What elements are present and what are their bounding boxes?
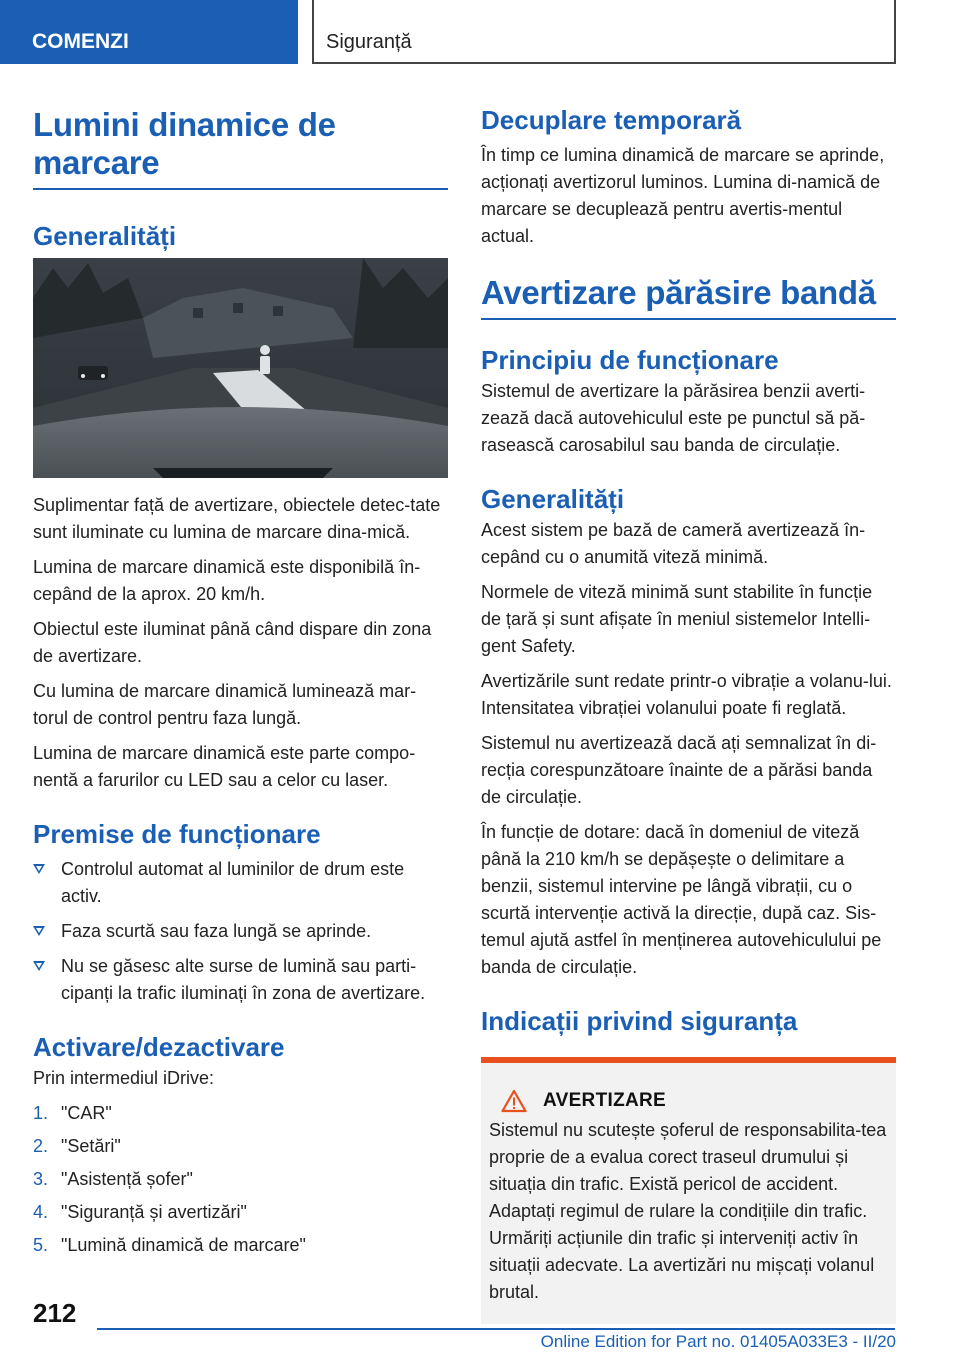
list-item: Controlul automat al luminilor de drum este activ. — [33, 856, 448, 910]
page-title: Lumini dinamice de marcare — [33, 106, 336, 181]
general-right-paragraph-2: Normele de viteză minimă sunt stabilite în funcție de țară și sunt afișate în meniul sistemelor Intelli-gent Safety. — [481, 582, 873, 656]
general-heading: Generalități — [33, 221, 177, 251]
section-tab[interactable] — [0, 0, 298, 64]
general-heading-right: Generalități — [481, 484, 625, 514]
triangle-bullet-icon — [33, 961, 45, 971]
general-right-paragraph-1: Acest sistem pe bază de cameră avertizează în-cepând cu o anumită viteză minimă. — [481, 520, 866, 567]
premise-list — [33, 856, 448, 1007]
premise-heading: Premise de funcționare — [33, 819, 321, 849]
decouple-paragraph: În timp ce lumina dinamică de marcare se aprinde, acționați avertizorul luminos. Lumina di-namică de marcare se decuplează pentru avertis-mentul actual. — [481, 145, 885, 246]
chapter-label: Siguranță — [326, 31, 412, 53]
night-road-illustration — [33, 258, 448, 478]
warning-text: Sistemul nu scutește șoferul de responsabilita-tea proprie de a evalua corect traseul drumului și situația din trafic. Există pericol de accident. Adaptați regimul de rulare la condițiile din trafic. Urmăriți acțiunile din trafic și interveniți activ în situații adecvate. La avertizări nu mișcați volanul brutal. — [489, 1120, 887, 1302]
footer-divider — [97, 1328, 895, 1330]
general-right-paragraph-3: Avertizările sunt redate printr-o vibrație a volanu-lui. Intensitatea vibrației volanului poate fi reglată. — [481, 671, 892, 718]
list-item: Faza scurtă sau faza lungă se aprinde. — [33, 918, 448, 945]
edition-link[interactable]: Online Edition for Part no. 01405A033E3 - II/20 — [540, 1332, 896, 1351]
triangle-bullet-icon — [33, 864, 45, 874]
general-paragraph-5: Lumina de marcare dinamică este parte compo-nentă a farurilor cu LED sau a celor cu laser. — [33, 743, 416, 790]
safety-heading: Indicații privind siguranța — [481, 1006, 798, 1036]
triangle-bullet-icon — [33, 926, 45, 936]
warning-title: AVERTIZARE — [543, 1090, 666, 1111]
list-item: 5. "Lumină dinamică de marcare" — [33, 1235, 306, 1255]
principle-heading: Principiu de funcționare — [481, 345, 779, 375]
warning-triangle-icon — [501, 1089, 527, 1113]
activation-heading: Activare/dezactivare — [33, 1032, 285, 1062]
general-paragraph-2: Lumina de marcare dinamică este disponibilă în-cepând de la aprox. 20 km/h. — [33, 557, 421, 604]
principle-paragraph: Sistemul de avertizare la părăsirea benzii averti-zează dacă autovehiculul este pe punctul să pă-rasească carosabilul sau banda de circulație. — [481, 381, 866, 455]
general-paragraph-4: Cu lumina de marcare dinamică luminează mar-torul de control pentru faza lungă. — [33, 681, 417, 728]
list-item: Nu se găsesc alte surse de lumină sau parti-cipanți la trafic iluminați în zona de avertizare. — [33, 953, 448, 1007]
warning-box — [481, 1057, 896, 1324]
right-column — [481, 100, 896, 1324]
list-item: 3. "Asistență șofer" — [33, 1169, 193, 1189]
chapter-header — [312, 0, 896, 64]
title-divider — [33, 188, 448, 190]
lane-title-divider — [481, 318, 896, 320]
general-right-paragraph-4: Sistemul nu avertizează dacă ați semnalizat în di-recția corespunzătoare înainte de a părăsi banda de circulație. — [481, 733, 877, 807]
activation-intro: Prin intermediul iDrive: — [33, 1068, 215, 1088]
lane-warning-title: Avertizare părăsire bandă — [481, 274, 876, 311]
decouple-heading: Decuplare temporară — [481, 105, 742, 135]
list-item: 2. "Setări" — [33, 1136, 121, 1156]
list-item: 1. "CAR" — [33, 1103, 112, 1123]
activation-steps — [33, 1100, 448, 1259]
warning-header — [501, 1089, 888, 1113]
page-number: 212 — [33, 1298, 77, 1328]
left-column — [33, 100, 448, 1265]
general-paragraph-3: Obiectul este iluminat până când dispare din zona de avertizare. — [33, 619, 432, 666]
list-item: 4. "Siguranță și avertizări" — [33, 1202, 247, 1222]
section-label: COMENZI — [32, 30, 129, 53]
general-paragraph-1: Suplimentar față de avertizare, obiectele detec-tate sunt iluminate cu lumina de marcare dina-mică. — [33, 495, 441, 542]
general-right-paragraph-5: În funcție de dotare: dacă în domeniul de viteză până la 210 km/h se depășește o delimitare a benzii, sistemul intervine pe lângă vibrații, cu o scurtă intervenție activă la direcție, după caz. Sis-temul ajută astfel în menținerea autovehiculului pe banda de circulație. — [481, 822, 882, 977]
